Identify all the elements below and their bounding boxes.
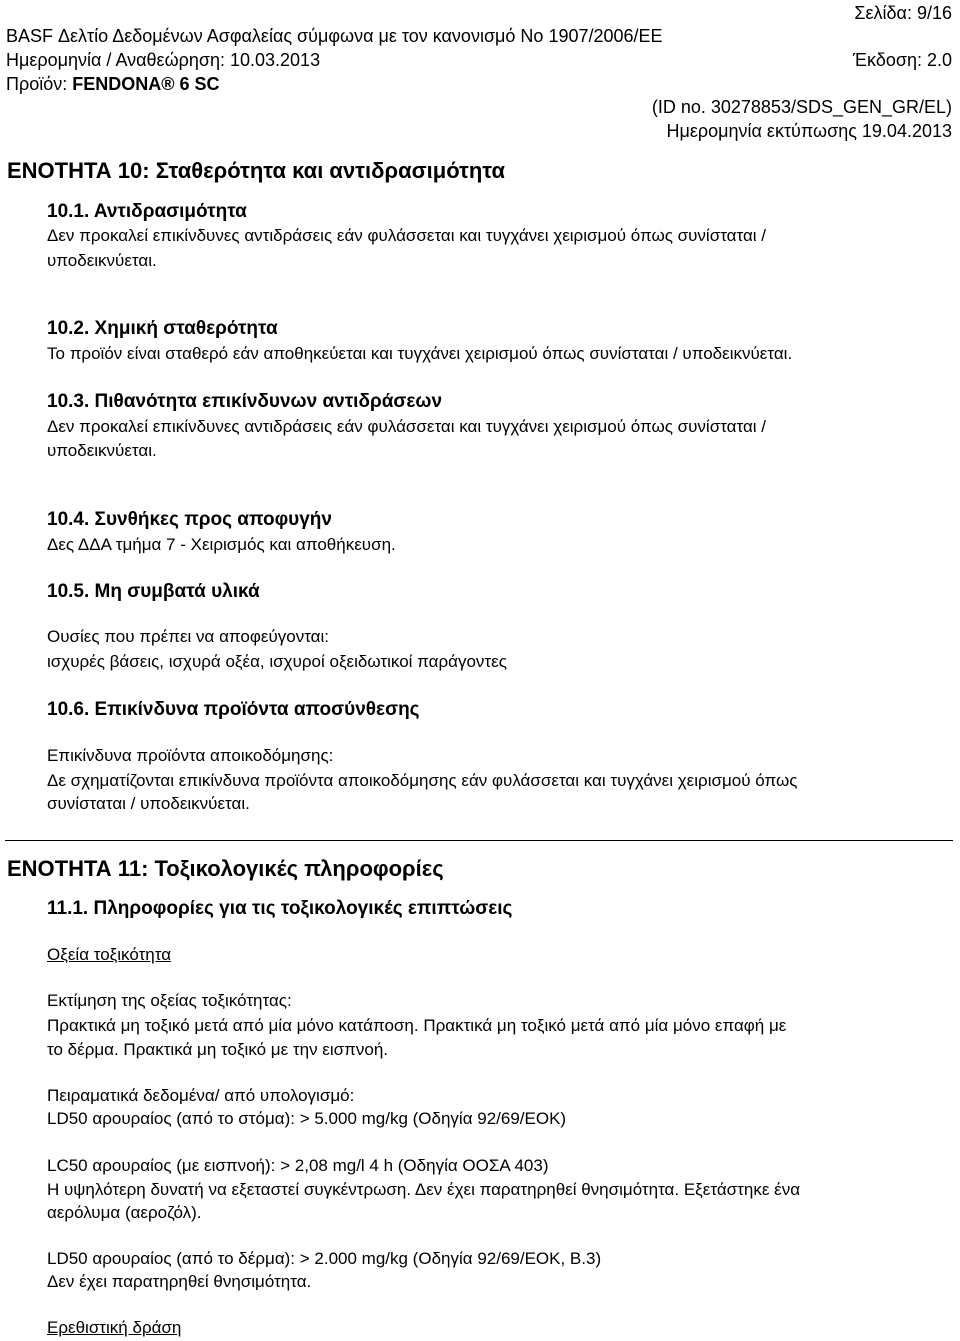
- revision-date: Ημερομηνία / Αναθεώρηση: 10.03.2013: [6, 50, 321, 70]
- paragraph: Ουσίες που πρέπει να αποφεύγονται:: [47, 627, 330, 646]
- section-10-title: ΕΝΟΤΗΤΑ 10: Σταθερότητα και αντιδρασιμότητα: [7, 158, 506, 183]
- print-date: Ημερομηνία εκτύπωσης 19.04.2013: [666, 121, 952, 141]
- paragraph: το δέρμα. Πρακτικά μη τοξικό με την εισπνοή.: [47, 1040, 389, 1059]
- product-line: [6, 73, 220, 95]
- paragraph: υποδεικνύεται.: [47, 251, 157, 270]
- subsection-10-1-title: 10.1. Αντιδρασιμότητα: [47, 201, 247, 222]
- paragraph: Πρακτικά μη τοξικό μετά από μία μόνο κατάποση. Πρακτικά μη τοξικό μετά από μία μόνο επαφή με: [47, 1016, 787, 1035]
- paragraph: αερόλυμα (αεροζόλ).: [47, 1203, 202, 1222]
- paragraph: Επικίνδυνα προϊόντα αποικοδόμησης:: [47, 746, 334, 765]
- header-title: BASF Δελτίο Δεδομένων Ασφαλείας σύμφωνα με τον κανονισμό Νο 1907/2006/ΕΕ: [6, 26, 663, 46]
- paragraph: LC50 αρουραίος (με εισπνοή): > 2,08 mg/l 4 h (Οδηγία ΟΟΣΑ 403): [47, 1156, 549, 1175]
- subsection-10-3-title: 10.3. Πιθανότητα επικίνδυνων αντιδράσεων: [47, 391, 443, 412]
- product-label: Προϊόν:: [6, 74, 68, 94]
- subsection-10-6-title: 10.6. Επικίνδυνα προϊόντα αποσύνθεσης: [47, 699, 420, 720]
- paragraph: ισχυρές βάσεις, ισχυρά οξέα, ισχυροί οξειδωτικοί παράγοντες: [47, 652, 507, 671]
- paragraph: Δεν προκαλεί επικίνδυνες αντιδράσεις εάν φυλάσσεται και τυγχάνει χειρισμού όπως συνίσταται /: [47, 417, 767, 436]
- paragraph: Δεν έχει παρατηρηθεί θνησιμότητα.: [47, 1272, 312, 1291]
- paragraph: Εκτίμηση της οξείας τοξικότητας:: [47, 991, 292, 1010]
- section-11-title: ΕΝΟΤΗΤΑ 11: Τοξικολογικές πληροφορίες: [7, 856, 444, 881]
- section-divider: [5, 840, 953, 841]
- paragraph: Πειραματικά δεδομένα/ από υπολογισμό:: [47, 1086, 355, 1105]
- paragraph: Δε σχηματίζονται επικίνδυνα προϊόντα αποικοδόμησης εάν φυλάσσεται και τυγχάνει χειρισμού όπως: [47, 771, 798, 790]
- paragraph: Δες ΔΔΑ τμήμα 7 - Χειρισμός και αποθήκευση.: [47, 535, 396, 554]
- paragraph: LD50 αρουραίος (από το στόμα): > 5.000 mg/kg (Οδηγία 92/69/ΕΟΚ): [47, 1109, 567, 1128]
- subsection-10-2-title: 10.2. Χημική σταθερότητα: [47, 318, 278, 339]
- document-id: (ID no. 30278853/SDS_GEN_GR/EL): [651, 97, 952, 117]
- subsection-11-1-title: 11.1. Πληροφορίες για τις τοξικολογικές επιπτώσεις: [47, 898, 513, 919]
- irritation-heading: Ερεθιστική δράση: [47, 1318, 182, 1337]
- product-name: FENDONA® 6 SC: [72, 74, 220, 94]
- paragraph: LD50 αρουραίος (από το δέρμα): > 2.000 mg/kg (Οδηγία 92/69/ΕΟΚ, B.3): [47, 1249, 602, 1268]
- page-number: Σελίδα: 9/16: [854, 3, 952, 23]
- edition: Έκδοση: 2.0: [852, 50, 952, 70]
- acute-toxicity-heading: Οξεία τοξικότητα: [47, 945, 172, 964]
- paragraph: Το προϊόν είναι σταθερό εάν αποθηκεύεται και τυγχάνει χειρισμού όπως συνίσταται / υποδεικνύεται.: [47, 344, 793, 363]
- paragraph: συνίσταται / υποδεικνύεται.: [47, 794, 250, 813]
- paragraph: Η υψηλότερη δυνατή να εξεταστεί συγκέντρωση. Δεν έχει παρατηρηθεί θνησιμότητα. Εξετάστηκε ένα: [47, 1180, 801, 1199]
- subsection-10-4-title: 10.4. Συνθήκες προς αποφυγήν: [47, 509, 332, 530]
- paragraph: υποδεικνύεται.: [47, 441, 157, 460]
- paragraph: Δεν προκαλεί επικίνδυνες αντιδράσεις εάν φυλάσσεται και τυγχάνει χειρισμού όπως συνίσταται /: [47, 226, 767, 245]
- subsection-10-5-title: 10.5. Μη συμβατά υλικά: [47, 581, 260, 602]
